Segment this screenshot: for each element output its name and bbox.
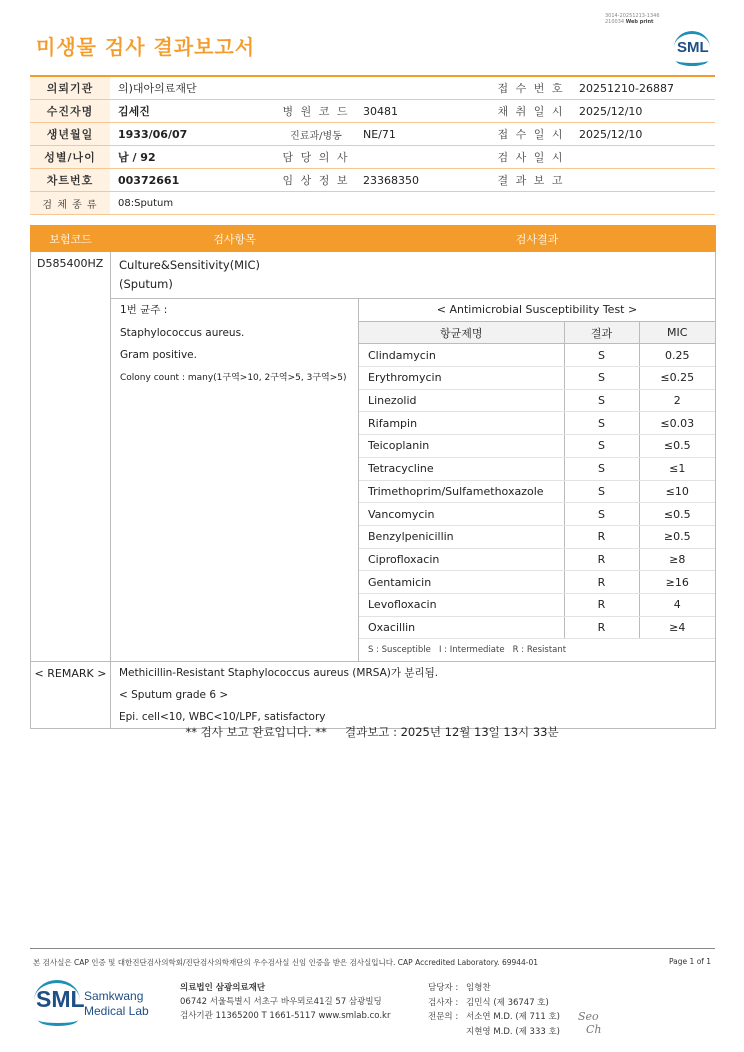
ast-cell [359, 299, 716, 662]
info-row [30, 169, 715, 192]
ast-result: S [564, 503, 639, 526]
specimen-type-label: 검 체 종 류 [30, 192, 110, 215]
col-test-result: 검사결과 [359, 226, 716, 252]
remark-row [31, 662, 716, 729]
ast-mic-value: ≤0.5 [639, 435, 715, 458]
patient-name-label: 수진자명 [30, 100, 110, 123]
ast-drug-name: Levofloxacin [359, 593, 564, 616]
organism-info [111, 299, 359, 662]
results-header-row [31, 226, 716, 252]
ast-drug-name: Ciprofloxacin [359, 548, 564, 571]
ast-row [359, 503, 715, 526]
ast-row [359, 367, 715, 390]
ast-legend-row [359, 639, 715, 661]
ast-mic-value: 0.25 [639, 344, 715, 367]
report-completion-text: ** 검사 보고 완료입니다. ** 결과보고 : 2025년 12월 13일 13시 33분 [185, 725, 559, 739]
chart-number-value: 00372661 [110, 169, 277, 192]
ast-drug-name: Benzylpenicillin [359, 525, 564, 548]
ast-result: S [564, 367, 639, 390]
ast-col-mic: MIC [639, 321, 715, 344]
ast-table [359, 299, 715, 661]
department-label: 진료과/병동 [277, 123, 355, 146]
receipt-number-value: 20251210-26887 [571, 76, 715, 100]
receipt-date-label: 접 수 일 시 [491, 123, 571, 146]
report-completion [0, 724, 744, 740]
test-row [31, 252, 716, 299]
footer-logo-sml: SML [36, 986, 85, 1012]
info-row [30, 192, 715, 215]
ast-mic-value: ≥16 [639, 571, 715, 594]
staff-name: 지현영 M.D. (제 333 호) [466, 1026, 561, 1037]
footer-logo-arc-bottom [38, 1014, 78, 1026]
ast-row [359, 593, 715, 616]
test-item-specimen: (Sputum) [119, 277, 173, 291]
receipt-date-value: 2025/12/10 [571, 123, 715, 146]
staff-label: 검사자 : [428, 997, 459, 1008]
staff-info [428, 981, 560, 1039]
request-institution-label: 의뢰기관 [30, 76, 110, 100]
footer-logo-line2: Medical Lab [84, 1004, 149, 1018]
request-institution-value: 의)대아의료재단 [110, 76, 491, 100]
ast-result: R [564, 548, 639, 571]
birth-date-label: 생년월일 [30, 123, 110, 146]
ast-row [359, 435, 715, 458]
ast-mic-value: ≤0.5 [639, 503, 715, 526]
ast-mic-value: ≤0.03 [639, 412, 715, 435]
staff-label: 담당자 : [428, 983, 459, 993]
sex-age-value: 남 / 92 [110, 146, 277, 169]
report-title: 미생물 검사 결과보고서 [36, 35, 256, 59]
ast-drug-name: Erythromycin [359, 367, 564, 390]
sml-logo [673, 28, 713, 64]
organization-contact: 검사기관 11365200 T 1661-5117 www.smlab.co.kr [180, 1011, 391, 1021]
organism-row [31, 299, 716, 662]
birth-date-value: 1933/06/07 [110, 123, 277, 146]
ast-row [359, 616, 715, 639]
ast-result: R [564, 571, 639, 594]
report-label: 결 과 보 고 [491, 169, 571, 192]
results-table [30, 225, 716, 729]
organization-name: 의료법인 삼광의료재단 [180, 983, 266, 993]
staff-name: 임형찬 [466, 983, 491, 993]
patient-name-value: 김세진 [110, 100, 277, 123]
footer-logo-line1: Samkwang [84, 989, 144, 1003]
info-row [30, 123, 715, 146]
organism-gram: Gram positive. [120, 349, 197, 362]
ast-col-result: 결과 [564, 321, 639, 344]
ast-drug-name: Tetracycline [359, 457, 564, 480]
logo-arc-bottom [676, 55, 708, 66]
ast-mic-value: 4 [639, 593, 715, 616]
ast-drug-name: Gentamicin [359, 571, 564, 594]
organism-header: 1번 균주 : [120, 304, 168, 316]
patient-info-table [30, 75, 715, 215]
ast-legend: S : Susceptible I : Intermediate R : Resistant [359, 639, 715, 661]
ast-row [359, 412, 715, 435]
signature-1: Seo [578, 1010, 599, 1023]
ast-title-row [359, 299, 715, 321]
clinical-info-label: 임 상 정 보 [277, 169, 355, 192]
info-row [30, 100, 715, 123]
ast-result: S [564, 457, 639, 480]
ast-result: S [564, 480, 639, 503]
ast-drug-name: Trimethoprim/Sulfamethoxazole [359, 480, 564, 503]
col-test-item: 검사항목 [111, 226, 359, 252]
doctor-value [355, 146, 491, 169]
insurance-code: D585400HZ [31, 252, 111, 662]
ast-drug-name: Rifampin [359, 412, 564, 435]
ast-title: < Antimicrobial Susceptibility Test > [359, 299, 715, 321]
logo-text: SML [677, 39, 709, 56]
ast-drug-name: Teicoplanin [359, 435, 564, 458]
organization-info [180, 981, 390, 1023]
footer-divider [30, 948, 715, 949]
staff-label: 전문의 : [428, 1012, 459, 1022]
document-id-line2: 210034 [605, 19, 625, 25]
info-row [30, 76, 715, 100]
test-date-value [571, 146, 715, 169]
doctor-label: 담 당 의 사 [277, 146, 355, 169]
web-print-label: Web print [625, 19, 654, 25]
ast-row [359, 389, 715, 412]
organism-name: Staphylococcus aureus. [120, 326, 245, 339]
test-date-label: 검 사 일 시 [491, 146, 571, 169]
ast-row [359, 548, 715, 571]
remark-label: < REMARK > [31, 662, 111, 729]
chart-number-label: 차트번호 [30, 169, 110, 192]
ast-row [359, 344, 715, 367]
info-row [30, 146, 715, 169]
organism-colony-count: Colony count : many(1구역>10, 2구역>5, 3구역>5) [120, 373, 347, 384]
page-number: Page 1 of 1 [669, 957, 712, 966]
ast-drug-name: Oxacillin [359, 616, 564, 639]
ast-result: S [564, 389, 639, 412]
ast-header-row [359, 321, 715, 344]
collection-date-label: 채 취 일 시 [491, 100, 571, 123]
ast-mic-value: ≤1 [639, 457, 715, 480]
department-value: NE/71 [355, 123, 491, 146]
ast-drug-name: Clindamycin [359, 344, 564, 367]
ast-mic-value: ≥8 [639, 548, 715, 571]
staff-name: 김민식 (제 36747 호) [466, 997, 549, 1008]
ast-drug-name: Linezolid [359, 389, 564, 412]
report-value [571, 169, 715, 192]
ast-result: S [564, 412, 639, 435]
document-id-line1: 3014-20251213-1346 [605, 13, 660, 19]
accreditation-note: 본 검사실은 CAP 인증 및 대한진단검사의학회/진단검사의학재단의 우수검사실 신임 인증을 받은 검사실입니다. CAP Accredited Laboratory. 69944-01 [33, 958, 539, 967]
ast-row [359, 457, 715, 480]
ast-mic-value: ≤0.25 [639, 367, 715, 390]
ast-result: S [564, 435, 639, 458]
ast-row [359, 480, 715, 503]
ast-drug-name: Vancomycin [359, 503, 564, 526]
ast-col-drug: 항균제명 [359, 321, 564, 344]
test-item [111, 252, 716, 299]
samkwang-logo [36, 980, 156, 1028]
remark-line: < Sputum grade 6 > [119, 689, 229, 701]
remark-content [111, 662, 716, 729]
ast-row [359, 571, 715, 594]
hospital-code-label: 병 원 코 드 [277, 100, 355, 123]
remark-line: Methicillin-Resistant Staphylococcus aureus (MRSA)가 분리됨. [119, 667, 439, 679]
ast-mic-value: ≤10 [639, 480, 715, 503]
staff-name: 서소연 M.D. (제 711 호) [466, 1012, 561, 1022]
remark-line: Epi. cell<10, WBC<10/LPF, satisfactory [119, 711, 326, 723]
col-insurance-code: 보험코드 [31, 226, 111, 252]
ast-mic-value: 2 [639, 389, 715, 412]
ast-mic-value: ≥4 [639, 616, 715, 639]
ast-row [359, 525, 715, 548]
ast-result: R [564, 593, 639, 616]
specimen-type-value: 08:Sputum [110, 192, 715, 215]
ast-mic-value: ≥0.5 [639, 525, 715, 548]
signature-2: Ch [586, 1023, 602, 1036]
ast-result: R [564, 525, 639, 548]
hospital-code-value: 30481 [355, 100, 491, 123]
collection-date-value: 2025/12/10 [571, 100, 715, 123]
organization-address: 06742 서울특별시 서초구 바우뫼로41길 57 삼광빌딩 [180, 997, 382, 1007]
receipt-number-label: 접 수 번 호 [491, 76, 571, 100]
test-item-name: Culture&Sensitivity(MIC) [119, 258, 261, 272]
ast-result: R [564, 616, 639, 639]
clinical-info-value: 23368350 [355, 169, 491, 192]
sex-age-label: 성별/나이 [30, 146, 110, 169]
document-id [605, 13, 660, 25]
ast-result: S [564, 344, 639, 367]
